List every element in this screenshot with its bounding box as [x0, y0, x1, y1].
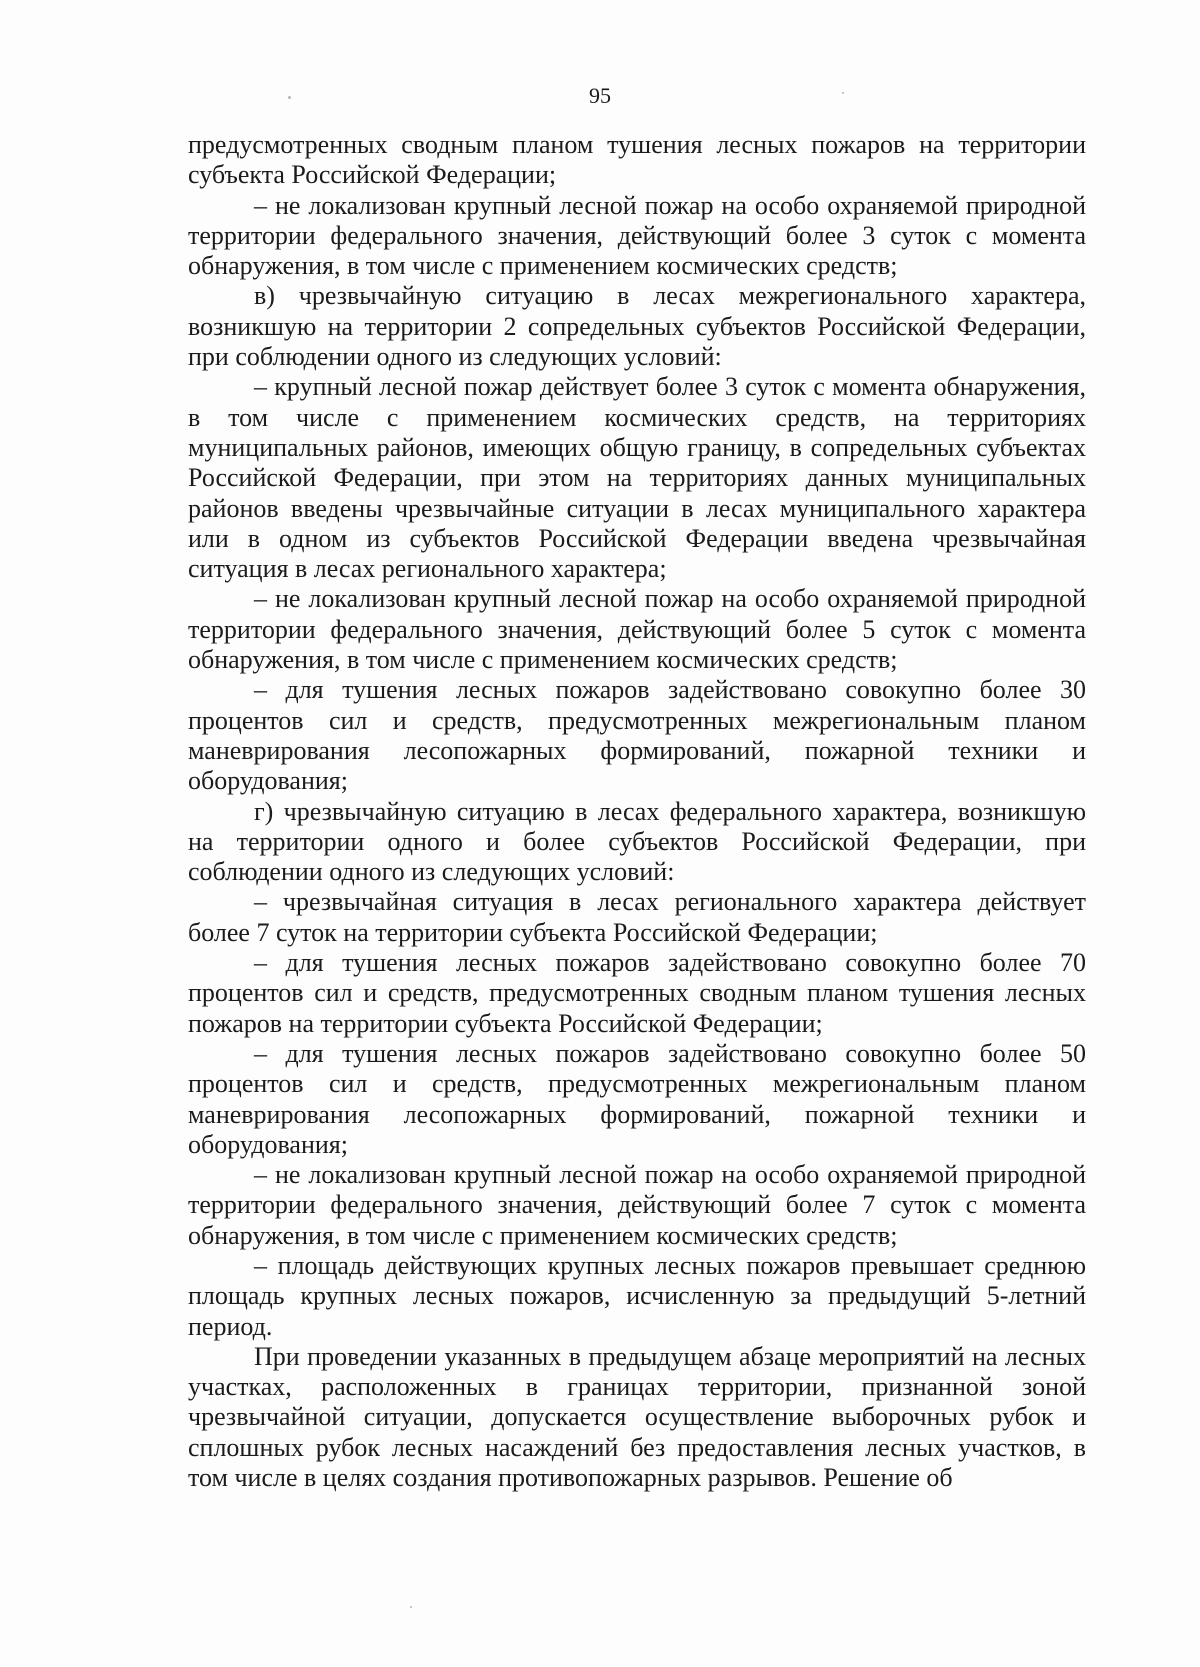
paragraph: – для тушения лесных пожаров задействовано совокупно более 50 процентов сил и средств, предусмотренных межрегиональным планом маневрирования лесопожарных формирований, пожарной техники и оборудования; [188, 1038, 1086, 1159]
paragraph: – площадь действующих крупных лесных пожаров превышает среднюю площадь крупных лесных пожаров, исчисленную за предыдущий 5-летний период. [188, 1250, 1086, 1341]
paragraph: – не локализован крупный лесной пожар на особо охраняемой природной территории федерального значения, действующий более 7 суток с момента обнаружения, в том числе с применением космических средств; [188, 1160, 1086, 1250]
paragraph: предусмотренных сводным планом тушения лесных пожаров на территории субъекта Российской Федерации; [188, 130, 1086, 190]
page-number: 95 [589, 83, 611, 108]
paragraph: При проведении указанных в предыдущем абзаце мероприятий на лесных участках, расположенных в границах территории, признанной зоной чрезвычайной ситуации, допускается осуществление выборочных рубок и сплошных рубок лесных насаждений без предоставления лесных участков, в том числе в целях создания противопожарных разрывов. Решение об [188, 1341, 1086, 1493]
paragraph: – для тушения лесных пожаров задействовано совокупно более 30 процентов сил и средств, предусмотренных межрегиональным планом маневрирования лесопожарных формирований, пожарной техники и оборудования; [188, 675, 1086, 796]
paragraph: – не локализован крупный лесной пожар на особо охраняемой природной территории федерального значения, действующий более 5 суток с момента обнаружения, в том числе с применением космических средств; [188, 584, 1086, 675]
paragraph: – для тушения лесных пожаров задействовано совокупно более 70 процентов сил и средств, предусмотренных сводным планом тушения лесных пожаров на территории субъекта Российской Федерации; [188, 948, 1086, 1038]
paragraph: г) чрезвычайную ситуацию в лесах федерального характера, возникшую на территории одного и более субъектов Российской Федерации, при соблюдении одного из следующих условий: [188, 796, 1086, 887]
paragraph: – чрезвычайная ситуация в лесах регионального характера действует более 7 суток на территории субъекта Российской Федерации; [188, 887, 1086, 947]
paragraph: в) чрезвычайную ситуацию в лесах межрегионального характера, возникшую на территории 2 сопредельных субъектов Российской Федерации, при соблюдении одного из следующих условий: [188, 281, 1086, 372]
document-text [188, 130, 1086, 1493]
paragraph: – не локализован крупный лесной пожар на особо охраняемой природной территории федерального значения, действующий более 3 суток с момента обнаружения, в том числе с применением космических средств; [188, 190, 1086, 281]
scan-speck [410, 1606, 412, 1608]
paragraph: – крупный лесной пожар действует более 3 суток с момента обнаружения, в том числе с применением космических средств, на территориях муниципальных районов, имеющих общую границу, в сопредельных субъектах Российской Федерации, при этом на территориях данных муниципальных районов введены чрезвычайные ситуации в лесах муниципального характера или в одном из субъектов Российской Федерации введена чрезвычайная ситуация в лесах регионального характера; [188, 372, 1086, 584]
